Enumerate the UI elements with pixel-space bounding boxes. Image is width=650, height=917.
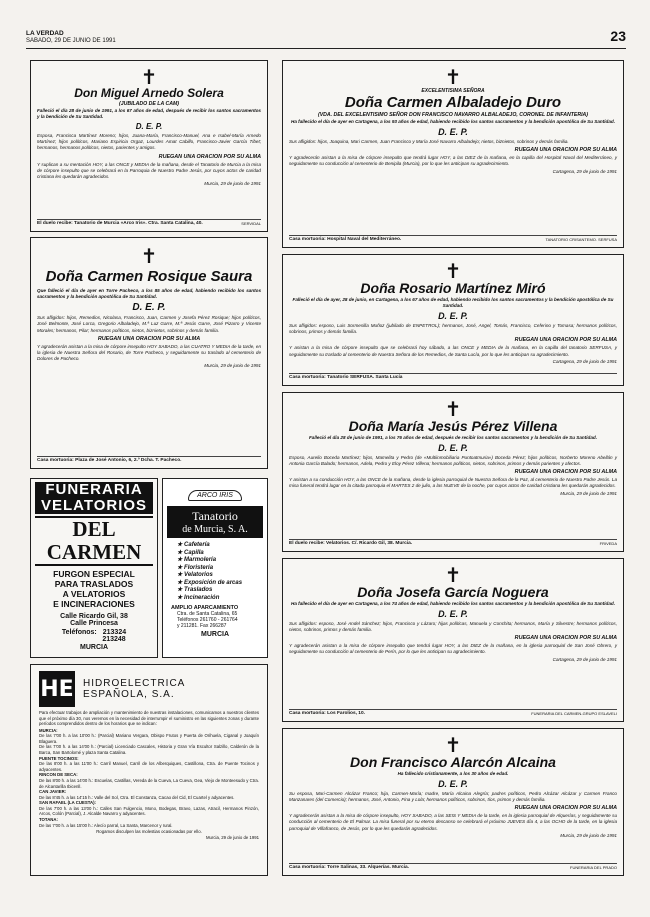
- mortuary-address: El duelo recibe: Velatorios. C/. Ricardo Gil, 38. Murcia.: [289, 541, 413, 546]
- notice-service: Y asistan a la misa de córpore insepulto que se celebrará hoy sábado, a las ONCE y MEDIA de la mañana, en la capilla del tanatorio SERFUSA, y seguidamente su traslado al cementerio de Nuestra Señora de los Remedios, de Santa Lucía, por lo que les anticipan su agradecimiento.: [289, 345, 617, 357]
- deceased-subtitle: (VDA. DEL EXCELENTISIMO SEÑOR DON FRANCISCO NAVARRO ALBALADEJO, CORONEL DE INFANTERIA): [317, 111, 589, 118]
- ad-service: FURGON ESPECIAL: [53, 569, 135, 579]
- deceased-name: Doña Carmen Albaladejo Duro: [344, 94, 562, 111]
- mortuary-footer: [37, 219, 261, 226]
- place-date: Cartagena, 29 de junio de 1991: [552, 656, 617, 662]
- cross-icon: ✝: [444, 563, 462, 587]
- ad-service: A VELATORIOS: [62, 589, 126, 599]
- service-item: ★ Velatorios: [177, 572, 213, 578]
- place-date: Cartagena, 29 de junio de 1991: [552, 168, 617, 174]
- tanatorio-banner: [167, 506, 263, 538]
- cross-icon: ✝: [444, 733, 462, 757]
- prayer-request: RUEGAN UNA ORACION POR SU ALMA: [514, 147, 617, 154]
- mortuary-footer: [289, 709, 617, 716]
- prayer-request: RUEGAN UNA ORACION POR SU ALMA: [158, 153, 261, 160]
- notice-family: Su esposa, Mari-Carmen Alcázar Franco; hija, Carmen-María; madre, María Alcaina Alegría; padres políticos, Pedro Alcázar Alcázar y Carmen Franco Manzanares (del Comercio); hermanos, José, Antonio, Fina y Lola; hermanos políticos, sobrinos, tíos, primos y demás familia.: [289, 790, 617, 803]
- notice-family: Esposa, Francisca Martínez Moreno; hijos, Juana-María, Francisco-Manuel, Ana e Isabel-María Arnedo Martínez; hijos políticos, Mariano Espiricia Orgaz, Lourdes Amat Cabillo, Francisco-Javier García Tibet; hermanos, hermanos políticos, nietos, parientes y amigos.: [37, 132, 261, 151]
- notice-family: Sus afligidos: hijos, Remedios, Nicolasa, Francisco, Juan, Carmen y Josefa Pérez Rosique; hijos políticos, José Belmonte, José Lorca, Gregorio Albaladejo, M.ª Luz Garre, M.ª Jesús Garre, José Pizarro y Vicente Morales; hermanos, Pilar; hermanos políticos, nietos, biznietos, sobrinos y demás familia.: [37, 315, 261, 333]
- arco-iris-logo-text: ARCO IRIS: [188, 490, 242, 501]
- ad-service: E INCINERACIONES: [53, 599, 135, 609]
- prayer-request: RUEGAN UNA ORACION POR SU ALMA: [97, 335, 201, 342]
- ad-address-2: Calle Princesa: [70, 620, 118, 627]
- notice-service: Y agradecerán asistan a la misa de córpore insepulto HOY SABADO, a las CUATRO Y MEDIA de la tarde, en la iglesia de Nuestra Señora del Rosario, de Torre Pacheco, y seguidamente su traslado al cementerio de Dolores de Pacheco.: [37, 343, 261, 362]
- ad-line-velatorios: VELATORIOS: [35, 498, 153, 514]
- ad-city: MURCIA: [80, 644, 108, 651]
- tanatorio-services: [163, 538, 267, 602]
- deceased-subtitle: (JUBILADO DE LA CAM): [118, 100, 180, 107]
- ad-phone-1: 213324: [102, 629, 127, 636]
- hidro-header: [39, 671, 259, 707]
- agency-name: SERVIDAL: [241, 221, 261, 226]
- mortuary-address: Casa mortuoria: Torre Salinas, 33. Alquerías. Murcia.: [289, 865, 409, 870]
- notice-service: Y agradecerán asistan a la misa de córpore insepulto que tendrá lugar HOY, a las DIEZ de la mañana, en la capilla del Hospital Naval del Mediterráneo, y seguidamente su conducción al cementerio de Benipila (Murcia), por lo que les anticipan su agradecimiento.: [289, 155, 617, 167]
- notice-family: Sus afligidos: esposo, Luis Sormesilla Muñoz (jubilado de ENPETROL); hermanos, José, Angel, Tomás, Francisco, Ceferino y Tomasa; hermanos políticos, sobrinos, primos y demás familia.: [289, 323, 617, 335]
- notice-intro: Falleció el día 28 de junio de 1991, a los 67 años de edad, después de recibir los santos sacramentos y la bendición de Su Santidad.: [37, 107, 261, 119]
- tanatorio-phones: Teléfonos 261760 - 261764: [177, 617, 238, 623]
- obituary-carmen-albaladejo: [282, 60, 624, 248]
- prayer-request: RUEGAN UNA ORACION POR SU ALMA: [514, 635, 617, 642]
- hidro-name-1: HIDROELECTRICA: [83, 678, 186, 689]
- ad-service: PARA TRASLADOS: [54, 579, 134, 589]
- hidro-section: RINCON DE SECA: De las 8'00 h. a las 14'00 h.: Escuelas, Castillas, Vereda de la Cueva, La Cueva, Gea, Viejo de Monteesudo y Ctra. de Alcantarilla Ibicenll.: [39, 772, 259, 789]
- cross-icon: ✝: [140, 65, 158, 89]
- service-item: ★ Incineración: [177, 594, 220, 601]
- notice-service: Y agradecerán asistan a la misa de córpore insepulto que tendrá lugar HOY, a las DIEZ de la mañana, en la iglesia parroquial de San José Obrero, y seguidamente su conducción al cementerio de Perín, por lo que les anticipan su agradecimiento.: [289, 643, 617, 655]
- hidro-closing: Rogamos disculpen las molestias ocasionadas por ello.: [96, 829, 202, 835]
- service-item: ★ Cafetería: [177, 542, 210, 548]
- ad-tanatorio-murcia: [162, 478, 268, 658]
- prayer-request: RUEGAN UNA ORACION POR SU ALMA: [514, 469, 617, 476]
- hidro-place-date: Murcia, 29 de junio de 1991: [205, 834, 259, 840]
- hidro-section: SAN RAFAEL (LA CUESTA): De las 7'00 h. a las 13'00 h.: Calles San Fulgencio, Mono, Bodegas, Bravo, Lazas, Atracil, Hermanos Pinzón, Arcos, Colón (Parcial), J. Alcalde Navarro y adyacentes.: [39, 800, 259, 817]
- obituary-josefa-garcia: [282, 558, 624, 722]
- tanatorio-address: Ctra. de Santa Catalina, 65: [177, 611, 238, 617]
- obituary-maria-jesus-perez: [282, 392, 624, 552]
- deceased-name: Doña Carmen Rosique Saura: [45, 268, 253, 285]
- obituary-rosario-martinez: [282, 254, 624, 386]
- hidro-section: De las 7'00 h. a las 14'00 h.: (Parcial) Licenciado Cascales, Historia y Gran Vía Escultor Salzillo, Calderón de la Barca, San Bartolomé y plaza Santa Catalina.: [39, 744, 259, 756]
- cross-icon: ✝: [444, 65, 462, 89]
- hidro-section: MURCIA: De las 7'00 h. a las 10'00 h.: (Parcial) Mariano Vergara, Obispo Frutos y Puerta de Orihuela, Ciganal y Joaquín Blaguera.: [39, 727, 259, 744]
- ad-address-1: Calle Ricardo Gil, 38: [60, 613, 128, 620]
- notice-family: Sus afligidos: hijos, Joaquina, Mari Carmen, Juan Francisco y María José Navarro Albaladejo; nietos, biznietos, sobrinos y demás familia.: [289, 138, 569, 144]
- ad-phone-label: Teléfonos:: [61, 629, 97, 636]
- dep-label: D. E. P.: [438, 442, 468, 453]
- agency-name: FUNERARIA DEL PRADO: [570, 865, 617, 870]
- tanatorio-title-2: de Murcia, S. A.: [182, 524, 248, 535]
- deceased-name: Doña Josefa García Noguera: [357, 584, 549, 600]
- dep-label: D. E. P.: [132, 302, 166, 314]
- cross-icon: ✝: [444, 259, 462, 283]
- honorific: EXCELENTISIMA SEÑORA: [421, 88, 485, 94]
- hidro-body: [31, 710, 267, 840]
- mortuary-address: Casa mortuoria: Los Farolios, 10.: [289, 711, 365, 716]
- deceased-name: Doña María Jesús Pérez Villena: [348, 418, 558, 434]
- ad-phone-2: 213248: [102, 636, 126, 643]
- hidro-section: CAN JAVIER: De las 8'45 h. a las 14'15 h.: Valle del Sol, Ctra. El Constanza, Cacao del Cid, El Cuartel y adyacentes.: [39, 789, 235, 800]
- mortuary-footer: [289, 863, 617, 870]
- ad-hidroelectrica: [30, 664, 268, 876]
- cross-icon: ✝: [444, 397, 462, 421]
- notice-intro: Ha fallecido cristianamente, a los 30 años de edad.: [397, 770, 509, 776]
- notice-service: Y agradecerán asistan a la misa de córpore insepulto, HOY SABADO, a las SEIS Y MEDIA de la tarde, en la iglesia parroquial de Alquerías, y seguidamente su conducción al cementerio de El Palmar. La misa funeral por su eterno descanso se celebrará el próximo JUEVES día 4, a las OCHO de la tarde, en la iglesia parroquial de Villafranco, de Jesús, por lo que les quedarán agradecidos.: [289, 813, 617, 831]
- mortuary-footer: [37, 456, 261, 463]
- hidro-section: PUENTE TOCINOS: De las 8'00 h. a las 11'00 h.: Carril Manuel, Carril de los Alberquiques, Castillona, Ctra. de Puente Tocinos y adyacentes.: [39, 755, 259, 772]
- notice-intro: Que falleció el día de ayer en Torre Pacheco, a los 85 años de edad, habiendo recibido los santos sacramentos y la bendición apostólica de Su Santidad.: [37, 287, 261, 299]
- dep-label: D. E. P.: [438, 126, 468, 137]
- service-item: ★ Floristería: [177, 564, 214, 571]
- arco-iris-logo: [163, 484, 267, 502]
- deceased-name: Doña Rosario Martínez Miró: [360, 280, 546, 296]
- service-item: ★ Marmolería: [177, 557, 217, 563]
- notice-service: Y asistan a su conducción HOY, a las ONCE de la mañana, desde la iglesia parroquial de Nuestra Señora de la Paz, al cementerio de Nuestro Padre Jesús. La misa funeral tendrá lugar en la citada parroquia el MARTES 2 de julio, a las NUEVE de la noche, por cuyos actos de caridad cristiana les quedarán agradecidos.: [289, 477, 617, 489]
- service-item: ★ Capilla: [177, 549, 204, 556]
- notice-service: Y suplican a su mentaciòn HOY, a las ONCE y MEDIA de la mañana, desde el Tanatorio de Murcia a la misa de córpore insepulto que se celebrará en la Parroquia de Nuestro Padre Jesús, por cuyos actos de caridad cristiana les quedarán agradecidos.: [37, 161, 261, 179]
- dep-label: D. E. P.: [438, 608, 468, 619]
- hidro-logo: HE: [39, 671, 75, 707]
- mortuary-footer: [289, 539, 617, 546]
- notice-intro: Ha fallecido el día de ayer en Cartagena, a los 93 años de edad, habiendo recibido los santos sacramentos y la bendición apostólica de Su Santidad.: [291, 118, 615, 124]
- ad-services-list: [31, 569, 157, 609]
- hidro-name: [83, 678, 185, 700]
- notice-intro: Falleció el día 28 de junio de 1991, a los 76 años de edad, después de recibir los santos sacramentos y la bendición de Su Santidad.: [309, 434, 597, 440]
- hidro-name-2: ESPAÑOLA, S.A.: [83, 689, 175, 700]
- prayer-request: RUEGAN UNA ORACION POR SU ALMA: [514, 805, 617, 812]
- service-item: ★ Traslados: [177, 587, 213, 593]
- notice-intro: Ha fallecido el día de ayer en Cartagena, a los 74 años de edad, habiendo recibido los santos sacramentos y la bendición apostólica de Su Santidad.: [291, 600, 615, 606]
- place-date: Murcia, 29 de junio de 1991: [204, 363, 261, 369]
- tanatorio-parking: AMPLIO APARCAMIENTO: [171, 605, 239, 611]
- dep-label: D. E. P.: [135, 121, 163, 131]
- hidro-intro: Para efectuar trabajos de ampliación y mantenimiento de nuestras instalaciones, comunicamos a nuestros clientes que el próximo día 30, nos veremos en la necesidad de interrumpir el suministro en las siguientes zonas y durante períodos comprendidos dentro de los horarios que se indican:: [39, 710, 259, 727]
- tanatorio-city: MURCIA: [201, 631, 229, 638]
- ad-funeraria-del-carmen: [30, 478, 158, 658]
- page-header: [26, 30, 626, 49]
- mortuary-address: Casa mortuoria: Tanatorio SERFUSA. Santa Lucía: [289, 375, 403, 380]
- mortuary-footer: [289, 235, 617, 242]
- place-date: Murcia, 29 de junio de 1991: [560, 490, 617, 496]
- ad-line-del-carmen: DEL CARMEN: [35, 516, 153, 566]
- obituary-miguel-arnedo: [30, 60, 268, 232]
- cross-icon: ✝: [140, 244, 158, 268]
- place-date: Murcia, 29 de junio de 1991: [560, 832, 617, 838]
- tanatorio-fax: y 211281. Fax 266287: [177, 623, 227, 629]
- obituary-francisco-alarcon: [282, 728, 624, 876]
- dep-label: D. E. P.: [438, 311, 468, 322]
- notice-family: Esposo, Aurelio Boceda Martínez; hijos, Mamelita y Pedro (de «Multiinmobiliaria Puntoatmuria») Boceda Pérez; hijos políticos, Norberto Moreno Abellán y Antonia García Balado; hermanos, Adela, Pedro y Eloy Pérez Villena; hermanos políticos, nietos, sobrinos, primos y demás parientes y afectos.: [289, 454, 617, 467]
- notice-intro: Falleció el día de ayer, 28 de junio, en Cartagena, a los 67 años de edad, habiendo recibido los santos sacramentos y la bendición apostólica de Su Santidad.: [292, 296, 614, 308]
- ad-phones: [31, 629, 157, 636]
- notice-family: Sus afligidos: esposo, José Andel Sánchez; hijos, Francisco y Lázaro; hijas políticas, Manuela y Conchita; hermanos, María y Silvestre; hermanos políticos, nietos, sobrinos, primos y demás familia.: [289, 620, 617, 633]
- mortuary-address: El duelo recibe: Tanatorio de Murcia «Arco Iris». Ctra. Santa Catalina, 40.: [37, 221, 203, 226]
- deceased-name: Don Francisco Alarcón Alcaina: [350, 754, 556, 770]
- page-number: 23: [610, 28, 626, 44]
- mortuary-footer: [289, 373, 617, 380]
- mortuary-address: Casa mortuoria: Hospital Naval del Mediterráneo.: [289, 237, 402, 242]
- agency-name: FUNERARIA DEL CARMEN-GRUPO ESLAVELI: [531, 711, 617, 716]
- newspaper-name: LA VERDAD: [26, 30, 64, 37]
- service-item: ★ Exposición de arcas: [177, 579, 243, 586]
- prayer-request: RUEGAN UNA ORACION POR SU ALMA: [514, 337, 617, 344]
- mortuary-address: Casa mortuoria: Plaza de José Antonio, 6, 2.º Dcha. T. Pacheco.: [37, 458, 182, 463]
- agency-name: TANATORIO CRISANTEMO. SERFUSA: [545, 237, 617, 242]
- hidro-section: TOTANA: De las 7'00 h. a las 15'00 h.: Alecío parral, La Santa, Marcenor y rural.: [39, 816, 173, 828]
- issue-date: SABADO, 29 DE JUNIO DE 1991: [26, 38, 116, 44]
- tanatorio-title-1: Tanatorio: [192, 509, 238, 523]
- ad-line-funeraria: FUNERARIA: [35, 482, 153, 498]
- obituary-carmen-rosique: [30, 237, 268, 469]
- place-date: Cartagena, 29 de junio de 1991: [552, 358, 617, 364]
- agency-name: FRIVEDA: [599, 541, 617, 546]
- dep-label: D. E. P.: [438, 778, 468, 789]
- place-date: Murcia, 29 de junio de 1991: [204, 181, 261, 187]
- deceased-name: Don Miguel Arnedo Solera: [74, 86, 224, 100]
